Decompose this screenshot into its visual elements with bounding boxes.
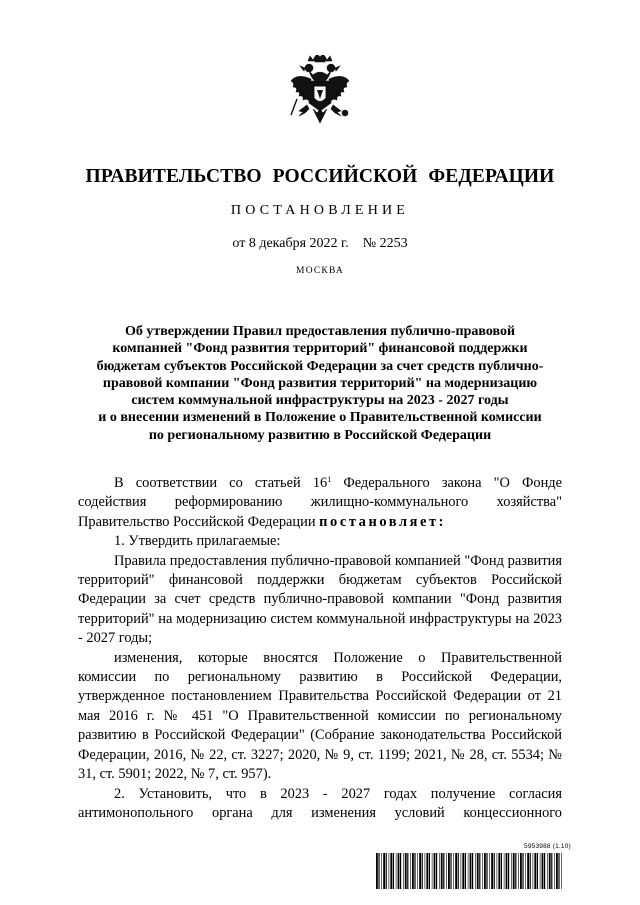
- item-2-paragraph: 2. Установить, что в 2023 - 2027 годах получение согласия антимонопольного органа для изменения условий концессионного: [78, 785, 562, 821]
- item-1-paragraph: 1. Утвердить прилагаемые:: [114, 533, 281, 550]
- heading-line: правовой компании "Фонд развития территорий" на модернизацию: [102, 375, 538, 391]
- document-type: ПОСТАНОВЛЕНИЕ: [230, 203, 410, 218]
- document-heading: [60, 323, 580, 444]
- heading-line: Об утверждении Правил предоставления публично-правовой: [124, 324, 516, 339]
- barcode-id: 5953988 (1.10): [524, 843, 571, 850]
- barcode-image: [376, 853, 562, 889]
- resolves-keyword: постановляет:: [319, 513, 447, 530]
- preamble-text-cont: Федерального закона "О Фонде содействия реформированию жилищно-коммунального хозяйства" Правительство Российской Федерации: [78, 475, 562, 530]
- preamble-text: В соответствии со статьей 16: [114, 475, 328, 491]
- heading-line: систем коммунальной инфраструктуры на 2023 - 2027 годы: [131, 393, 509, 409]
- heading-line: и о внесении изменений в Положение о Правительственной комиссии: [98, 410, 542, 426]
- date-line: [0, 236, 640, 252]
- rules-paragraph: Правила предоставления публично-правовой компанией "Фонд развития территорий" финансовой поддержки бюджетам субъектов Российской Федерации за счет средств публично-правовой компании "Фонд развития территорий" на модернизацию систем коммунальной инфраструктуры на 2023 - 2027 годы;: [78, 552, 562, 647]
- document-number: № 2253: [362, 236, 408, 251]
- preamble-paragraph: [78, 474, 562, 532]
- document-body: [78, 474, 562, 823]
- coat-of-arms-emblem: [287, 55, 353, 133]
- changes-paragraph: изменения, которые вносятся Положение о Правительственной комиссии по региональному развитию в Российской Федерации, утвержденное постановлением Правительства Российской Федерации от 21 мая 2016 г. № 451 "О Правительственной комиссии по региональному развитию в Российской Федерации" (Собрание законодательства Российской Федерации, 2016, № 22, ст. 3227; 2020, № 9, ст. 1199; 2021, № 28, ст. 5534; № 31, ст. 5901; 2022, № 7, ст. 957).: [78, 649, 562, 783]
- city-name: МОСКВА: [296, 266, 344, 276]
- article-superscript: 1: [327, 475, 332, 484]
- heading-line: по региональному развитию в Российской Федерации: [148, 427, 492, 443]
- heading-line: бюджетам субъектов Российской Федерации за счет средств публично-: [96, 358, 544, 374]
- document-date: от 8 декабря 2022 г.: [232, 236, 349, 251]
- heading-line: компанией "Фонд развития территорий" финансовой поддержки: [112, 341, 528, 357]
- government-title: ПРАВИТЕЛЬСТВО РОССИЙСКОЙ ФЕДЕРАЦИИ: [85, 166, 555, 187]
